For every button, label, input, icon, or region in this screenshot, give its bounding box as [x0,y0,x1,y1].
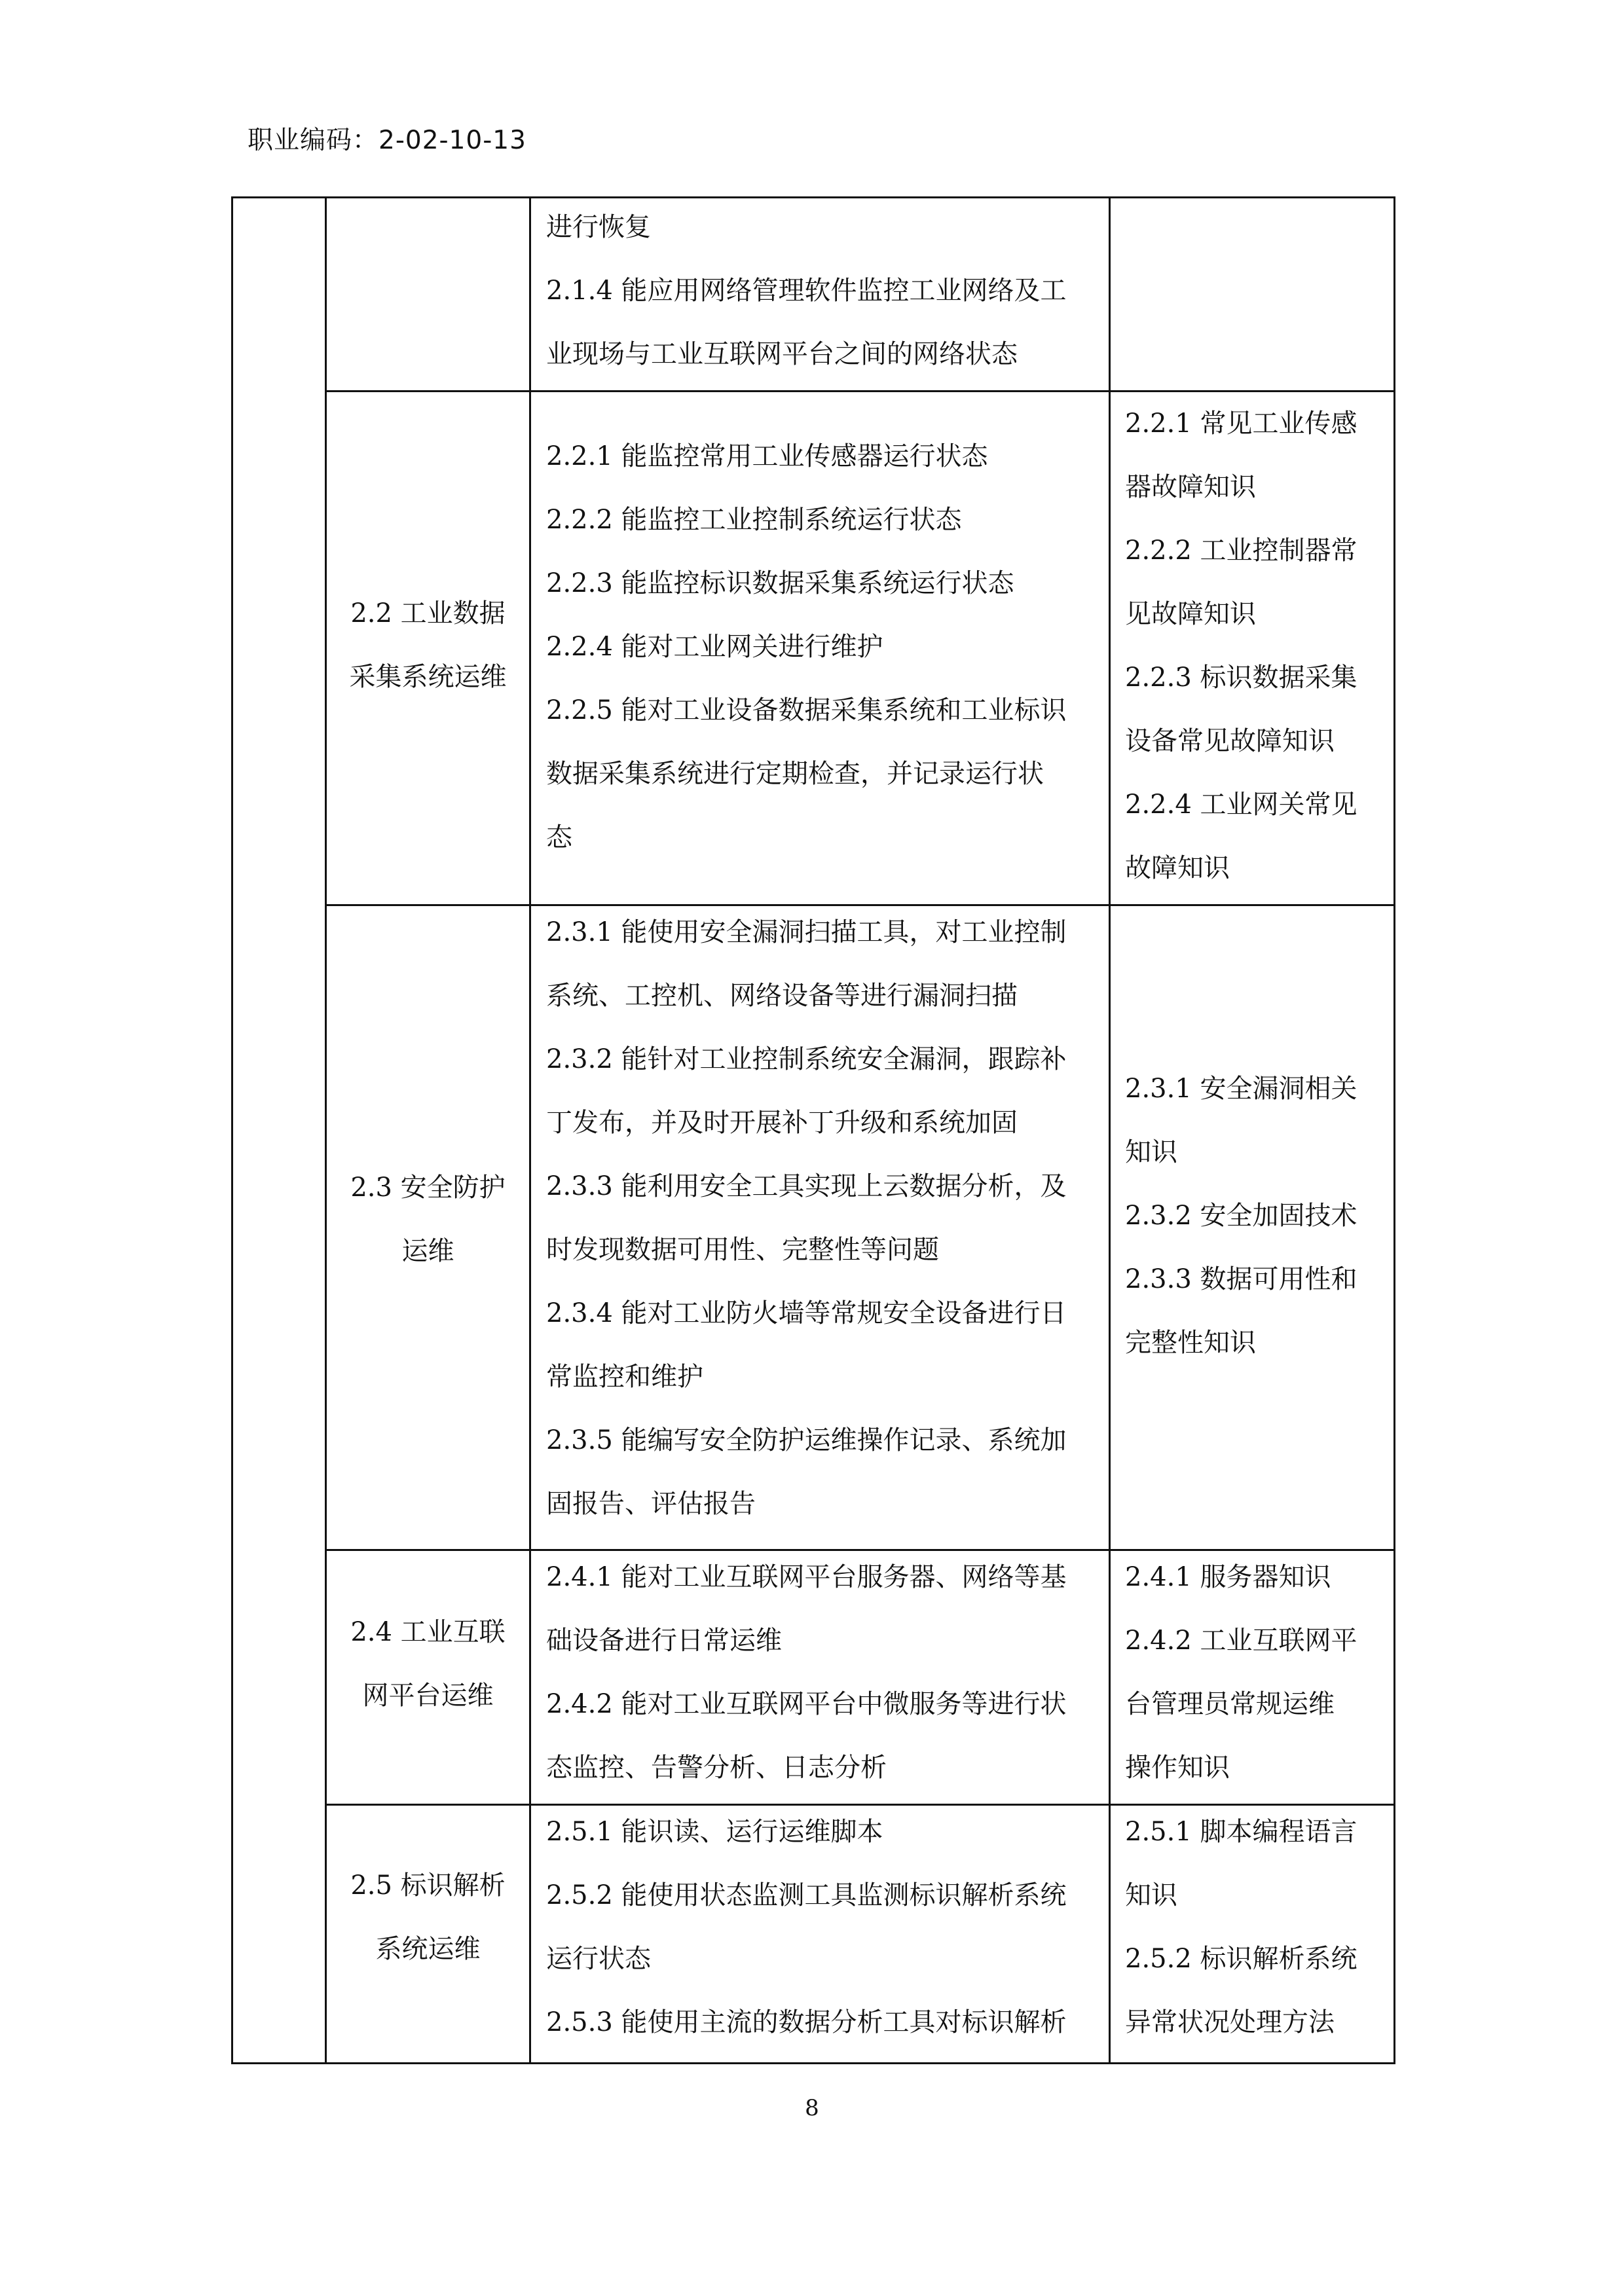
competency-table [231,196,1395,2064]
knowledge-line: 故障知识 [1125,853,1230,883]
skill-line: 2.3.3 能利用安全工具实现上云数据分析，及 [546,1171,1067,1201]
unit-name: 2.3 安全防护 [350,1173,506,1203]
skill-line: 时发现数据可用性、完整性等问题 [546,1235,939,1265]
knowledge-line: 2.3.1 安全漏洞相关 [1125,1074,1357,1104]
unit-name: 2.5 标识解析 [350,1870,506,1901]
knowledge-line: 2.5.1 脚本编程语言 [1125,1817,1357,1847]
knowledge-line: 2.2.2 工业控制器常 [1125,536,1357,566]
knowledge-line: 2.3.2 安全加固技术 [1125,1201,1357,1231]
knowledge-line: 2.3.3 数据可用性和 [1125,1264,1357,1294]
column-divider [1109,198,1111,2062]
skill-line: 2.3.2 能针对工业控制系统安全漏洞，跟踪补 [546,1044,1067,1074]
unit-name: 系统运维 [375,1934,481,1964]
skill-line: 常监控和维护 [546,1362,703,1392]
unit-name: 2.2 工业数据 [350,598,506,629]
knowledge-line: 知识 [1125,1137,1177,1167]
column-divider [325,198,327,2062]
knowledge-line: 台管理员常规运维 [1125,1689,1335,1719]
skill-line: 2.2.4 能对工业网关进行维护 [546,632,883,662]
skill-line: 础设备进行日常运维 [546,1626,782,1656]
knowledge-line: 2.2.1 常见工业传感 [1125,409,1357,439]
column-divider [529,198,531,2062]
knowledge-line: 2.2.4 工业网关常见 [1125,790,1357,820]
skill-line: 2.2.5 能对工业设备数据采集系统和工业标识 [546,695,1067,725]
skill-line: 进行恢复 [546,212,651,242]
skill-line: 固报告、评估报告 [546,1489,756,1519]
skill-line: 2.4.1 能对工业互联网平台服务器、网络等基 [546,1562,1067,1592]
knowledge-line: 操作知识 [1125,1753,1230,1783]
skill-line: 2.5.1 能识读、运行运维脚本 [546,1817,883,1847]
skill-line: 2.2.2 能监控工业控制系统运行状态 [546,505,962,535]
knowledge-line: 2.4.1 服务器知识 [1125,1562,1331,1592]
knowledge-line: 器故障知识 [1125,472,1256,502]
skill-line: 2.3.4 能对工业防火墙等常规安全设备进行日 [546,1298,1067,1328]
row-divider [325,390,1393,392]
unit-name: 网平台运维 [362,1681,494,1711]
skill-line: 运行状态 [546,1944,651,1974]
knowledge-line: 2.2.3 标识数据采集 [1125,663,1357,693]
knowledge-line: 见故障知识 [1125,599,1256,629]
row-divider [325,904,1393,906]
page-number: 8 [805,2095,819,2121]
skill-line: 态 [546,822,572,852]
skill-line: 2.5.2 能使用状态监测工具监测标识解析系统 [546,1880,1067,1910]
knowledge-line: 知识 [1125,1880,1177,1910]
knowledge-line: 2.5.2 标识解析系统 [1125,1944,1357,1974]
skill-line: 丁发布，并及时开展补丁升级和系统加固 [546,1108,1018,1138]
skill-line: 数据采集系统进行定期检查，并记录运行状 [546,759,1044,789]
skill-line: 2.2.3 能监控标识数据采集系统运行状态 [546,568,1014,598]
unit-name: 2.4 工业互联 [350,1617,506,1647]
occupation-code-header: 职业编码：2-02-10-13 [248,126,526,155]
unit-name: 采集系统运维 [349,662,507,692]
knowledge-line: 完整性知识 [1125,1328,1256,1358]
skill-line: 系统、工控机、网络设备等进行漏洞扫描 [546,981,1018,1011]
skill-line: 2.1.4 能应用网络管理软件监控工业网络及工 [546,276,1067,306]
skill-line: 2.4.2 能对工业互联网平台中微服务等进行状 [546,1689,1067,1719]
knowledge-line: 2.4.2 工业互联网平 [1125,1626,1357,1656]
knowledge-line: 设备常见故障知识 [1125,726,1335,756]
row-divider [325,1804,1393,1806]
unit-name: 运维 [401,1236,454,1266]
skill-line: 业现场与工业互联网平台之间的网络状态 [546,339,1018,369]
skill-line: 2.3.5 能编写安全防护运维操作记录、系统加 [546,1425,1067,1455]
knowledge-line: 异常状况处理方法 [1125,2007,1335,2037]
skill-line: 2.5.3 能使用主流的数据分析工具对标识解析 [546,2007,1067,2037]
row-divider [325,1549,1393,1551]
skill-line: 态监控、告警分析、日志分析 [546,1753,887,1783]
skill-line: 2.2.1 能监控常用工业传感器运行状态 [546,441,988,471]
skill-line: 2.3.1 能使用安全漏洞扫描工具，对工业控制 [546,917,1067,947]
